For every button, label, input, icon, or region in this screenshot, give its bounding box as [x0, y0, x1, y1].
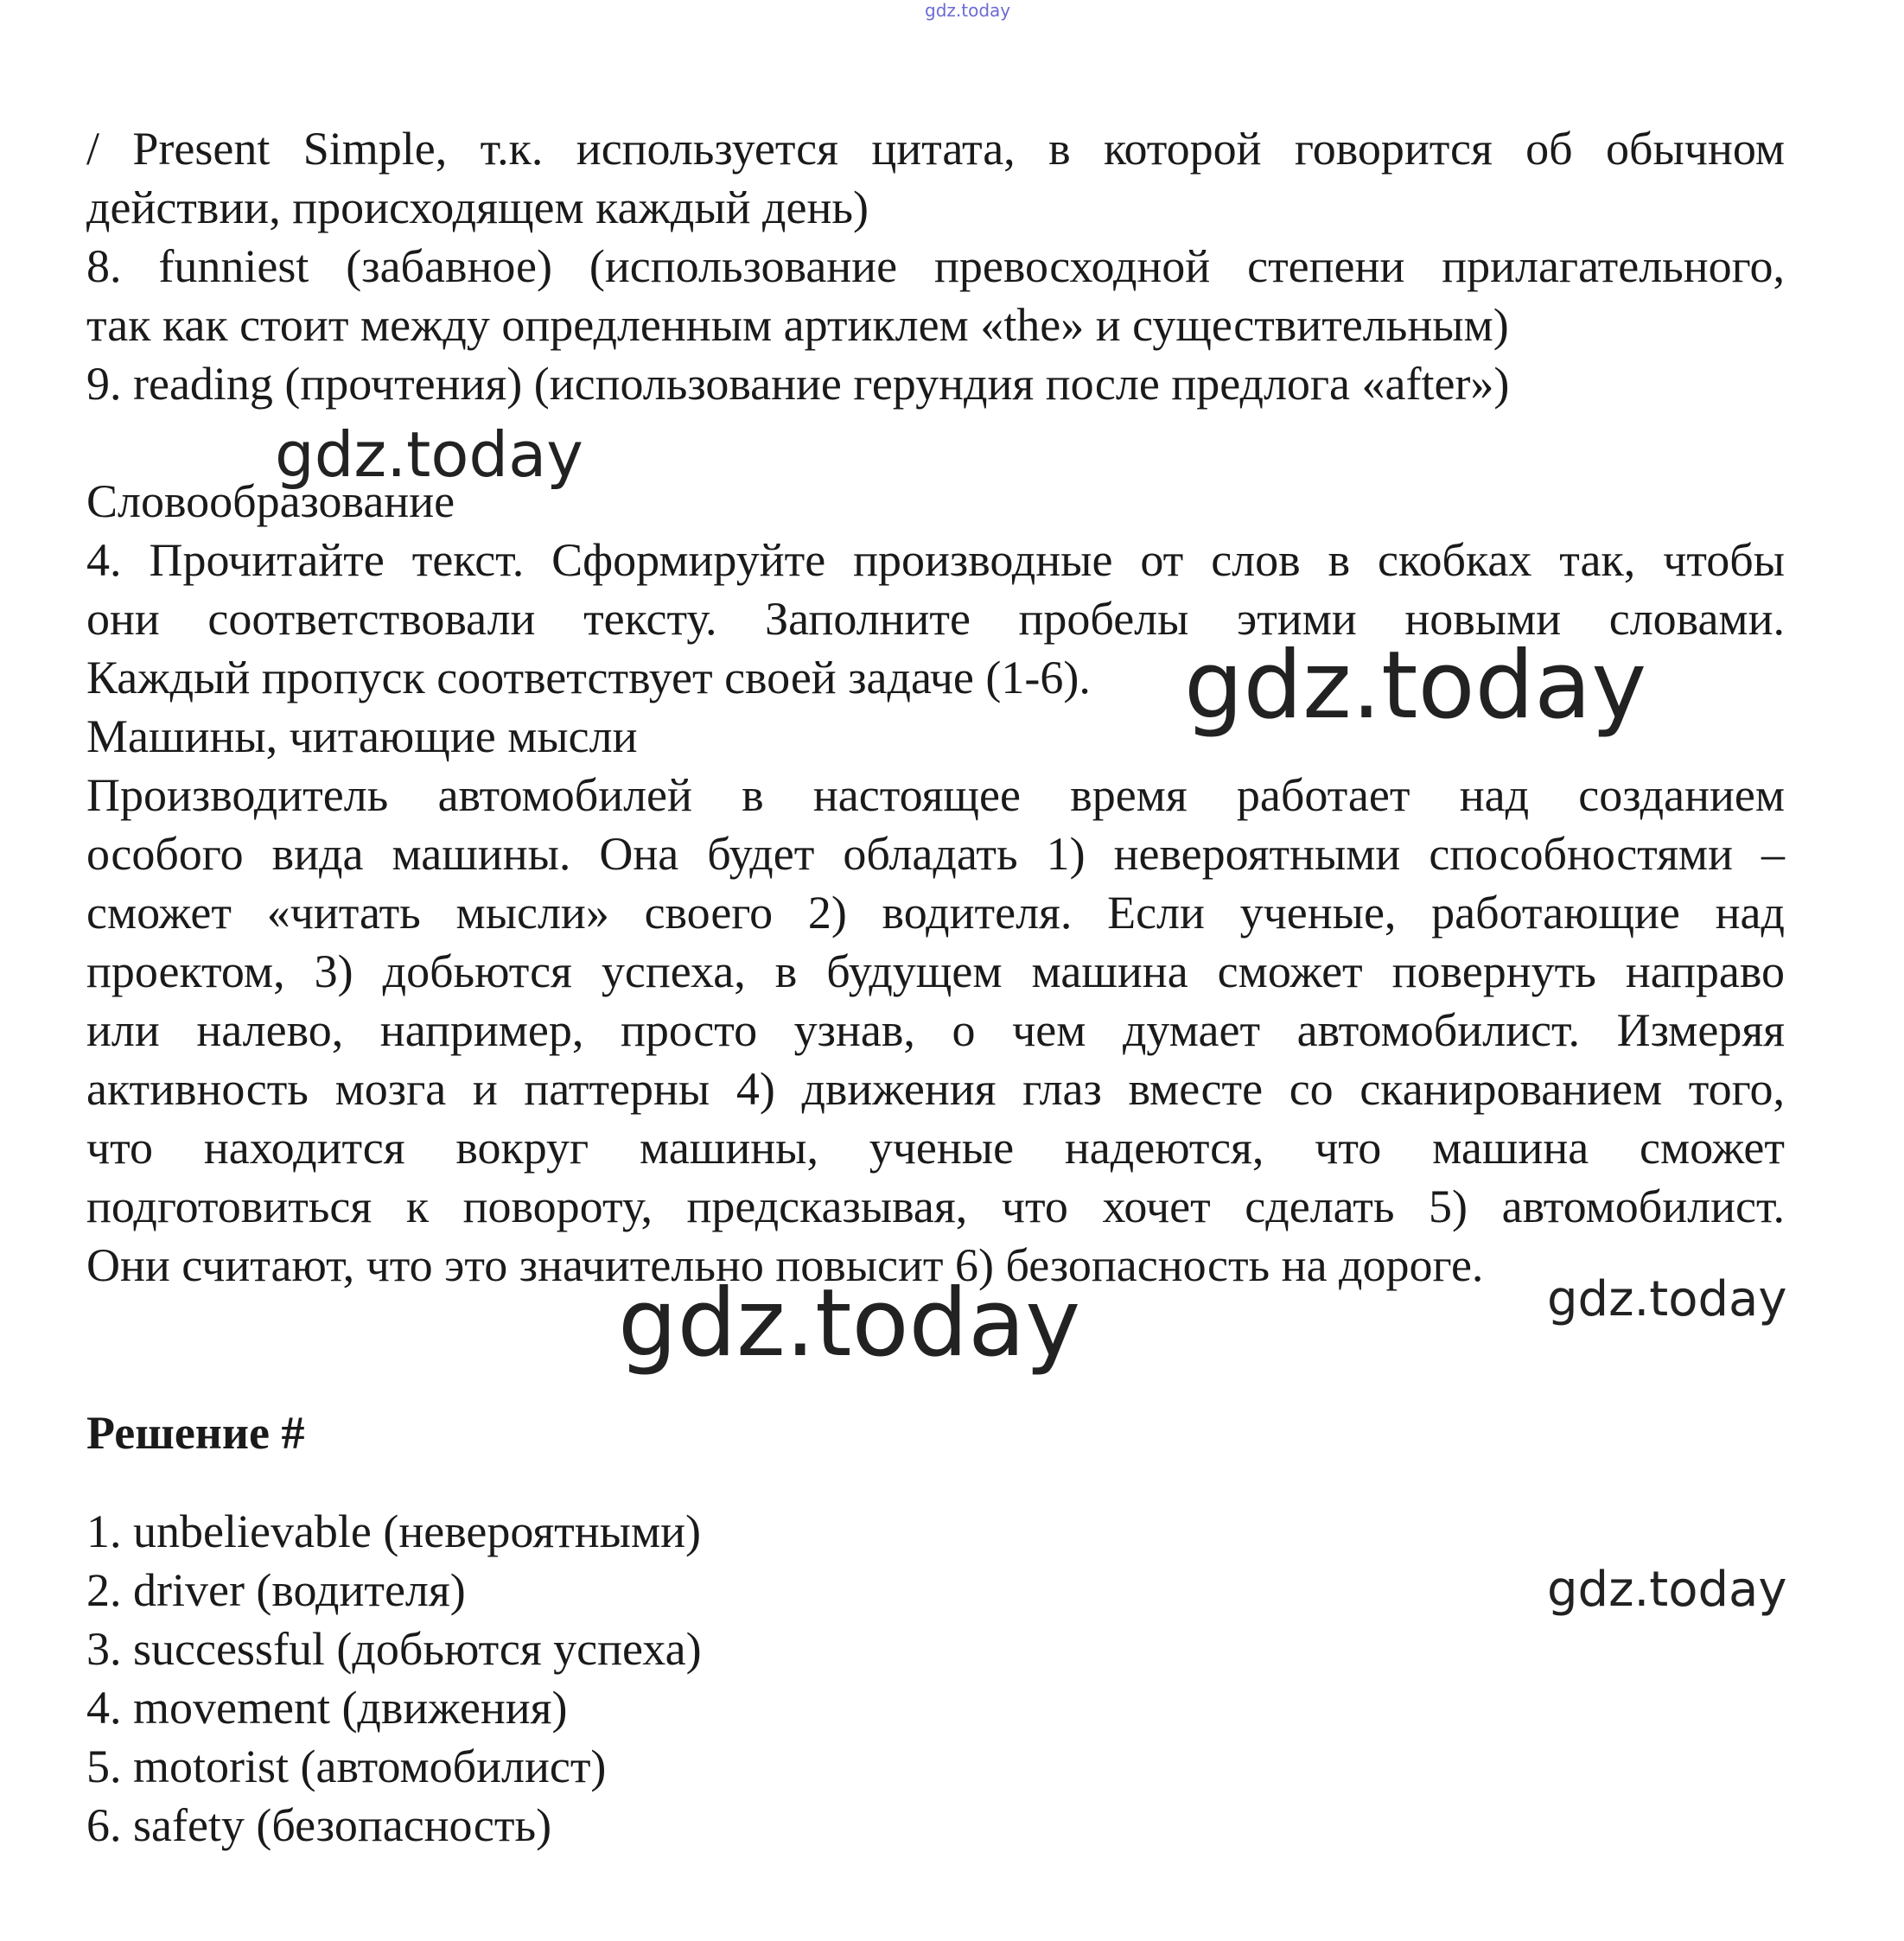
task-line: они соответствовали тексту. Заполните пробелы этими новыми словами.	[86, 593, 1785, 645]
paragraph-line: что находится вокруг машины, ученые надеются, что машина сможет	[86, 1122, 1785, 1174]
prev-answer-line: 8. funniest (забавное) (использование превосходной степени прилагательного,	[86, 240, 1785, 292]
solution-heading: Решение #	[86, 1407, 305, 1459]
paragraph-line: проектом, 3) добьются успеха, в будущем машина сможет повернуть направо	[86, 945, 1785, 997]
paragraph-line: подготовиться к повороту, предсказывая, что хочет сделать 5) автомобилист.	[86, 1181, 1785, 1232]
prev-answer-line: действии, происходящем каждый день)	[86, 181, 869, 233]
answer-item: 1. unbelievable (невероятными)	[86, 1505, 702, 1557]
watermark: gdz.today	[618, 1270, 1081, 1378]
section-title: Словообразование	[86, 475, 455, 527]
paragraph-line: или налево, например, просто узнав, о чем думает автомобилист. Измеряя	[86, 1004, 1785, 1056]
paragraph-line: активность мозга и паттерны 4) движения глаз вместе со сканированием того,	[86, 1063, 1785, 1115]
watermark: gdz.today	[1547, 1562, 1787, 1618]
paragraph-line: Они считают, что это значительно повысит 6) безопасность на дороге.	[86, 1239, 1484, 1291]
answer-item: 4. movement (движения)	[86, 1682, 568, 1734]
text-title: Машины, читающие мысли	[86, 710, 638, 762]
watermark: gdz.today	[275, 418, 583, 491]
answer-item: 6. safety (безопасность)	[86, 1799, 552, 1851]
task-line: 4. Прочитайте текст. Сформируйте производные от слов в скобках так, чтобы	[86, 534, 1785, 586]
watermark-top: gdz.today	[925, 0, 1011, 21]
prev-answer-line: так как стоит между опредленным артиклем «the» и существительным)	[86, 299, 1509, 351]
prev-answer-line: / Present Simple, т.к. используется цитата, в которой говорится об обычном	[86, 123, 1785, 175]
answer-item: 5. motorist (автомобилист)	[86, 1741, 607, 1792]
watermark: gdz.today	[1184, 632, 1647, 740]
paragraph-line: сможет «читать мысли» своего 2) водителя. Если ученые, работающие над	[86, 887, 1785, 939]
watermark: gdz.today	[1547, 1271, 1787, 1327]
paragraph-line: особого вида машины. Она будет обладать 1) невероятными способностями –	[86, 828, 1785, 880]
prev-answer-line: 9. reading (прочтения) (использование герундия после предлога «after»)	[86, 358, 1510, 410]
paragraph-line: Производитель автомобилей в настоящее время работает над созданием	[86, 769, 1785, 821]
task-line: Каждый пропуск соответствует своей задаче (1-6).	[86, 652, 1091, 703]
answer-item: 2. driver (водителя)	[86, 1564, 466, 1616]
answer-item: 3. successful (добьются успеха)	[86, 1623, 702, 1675]
